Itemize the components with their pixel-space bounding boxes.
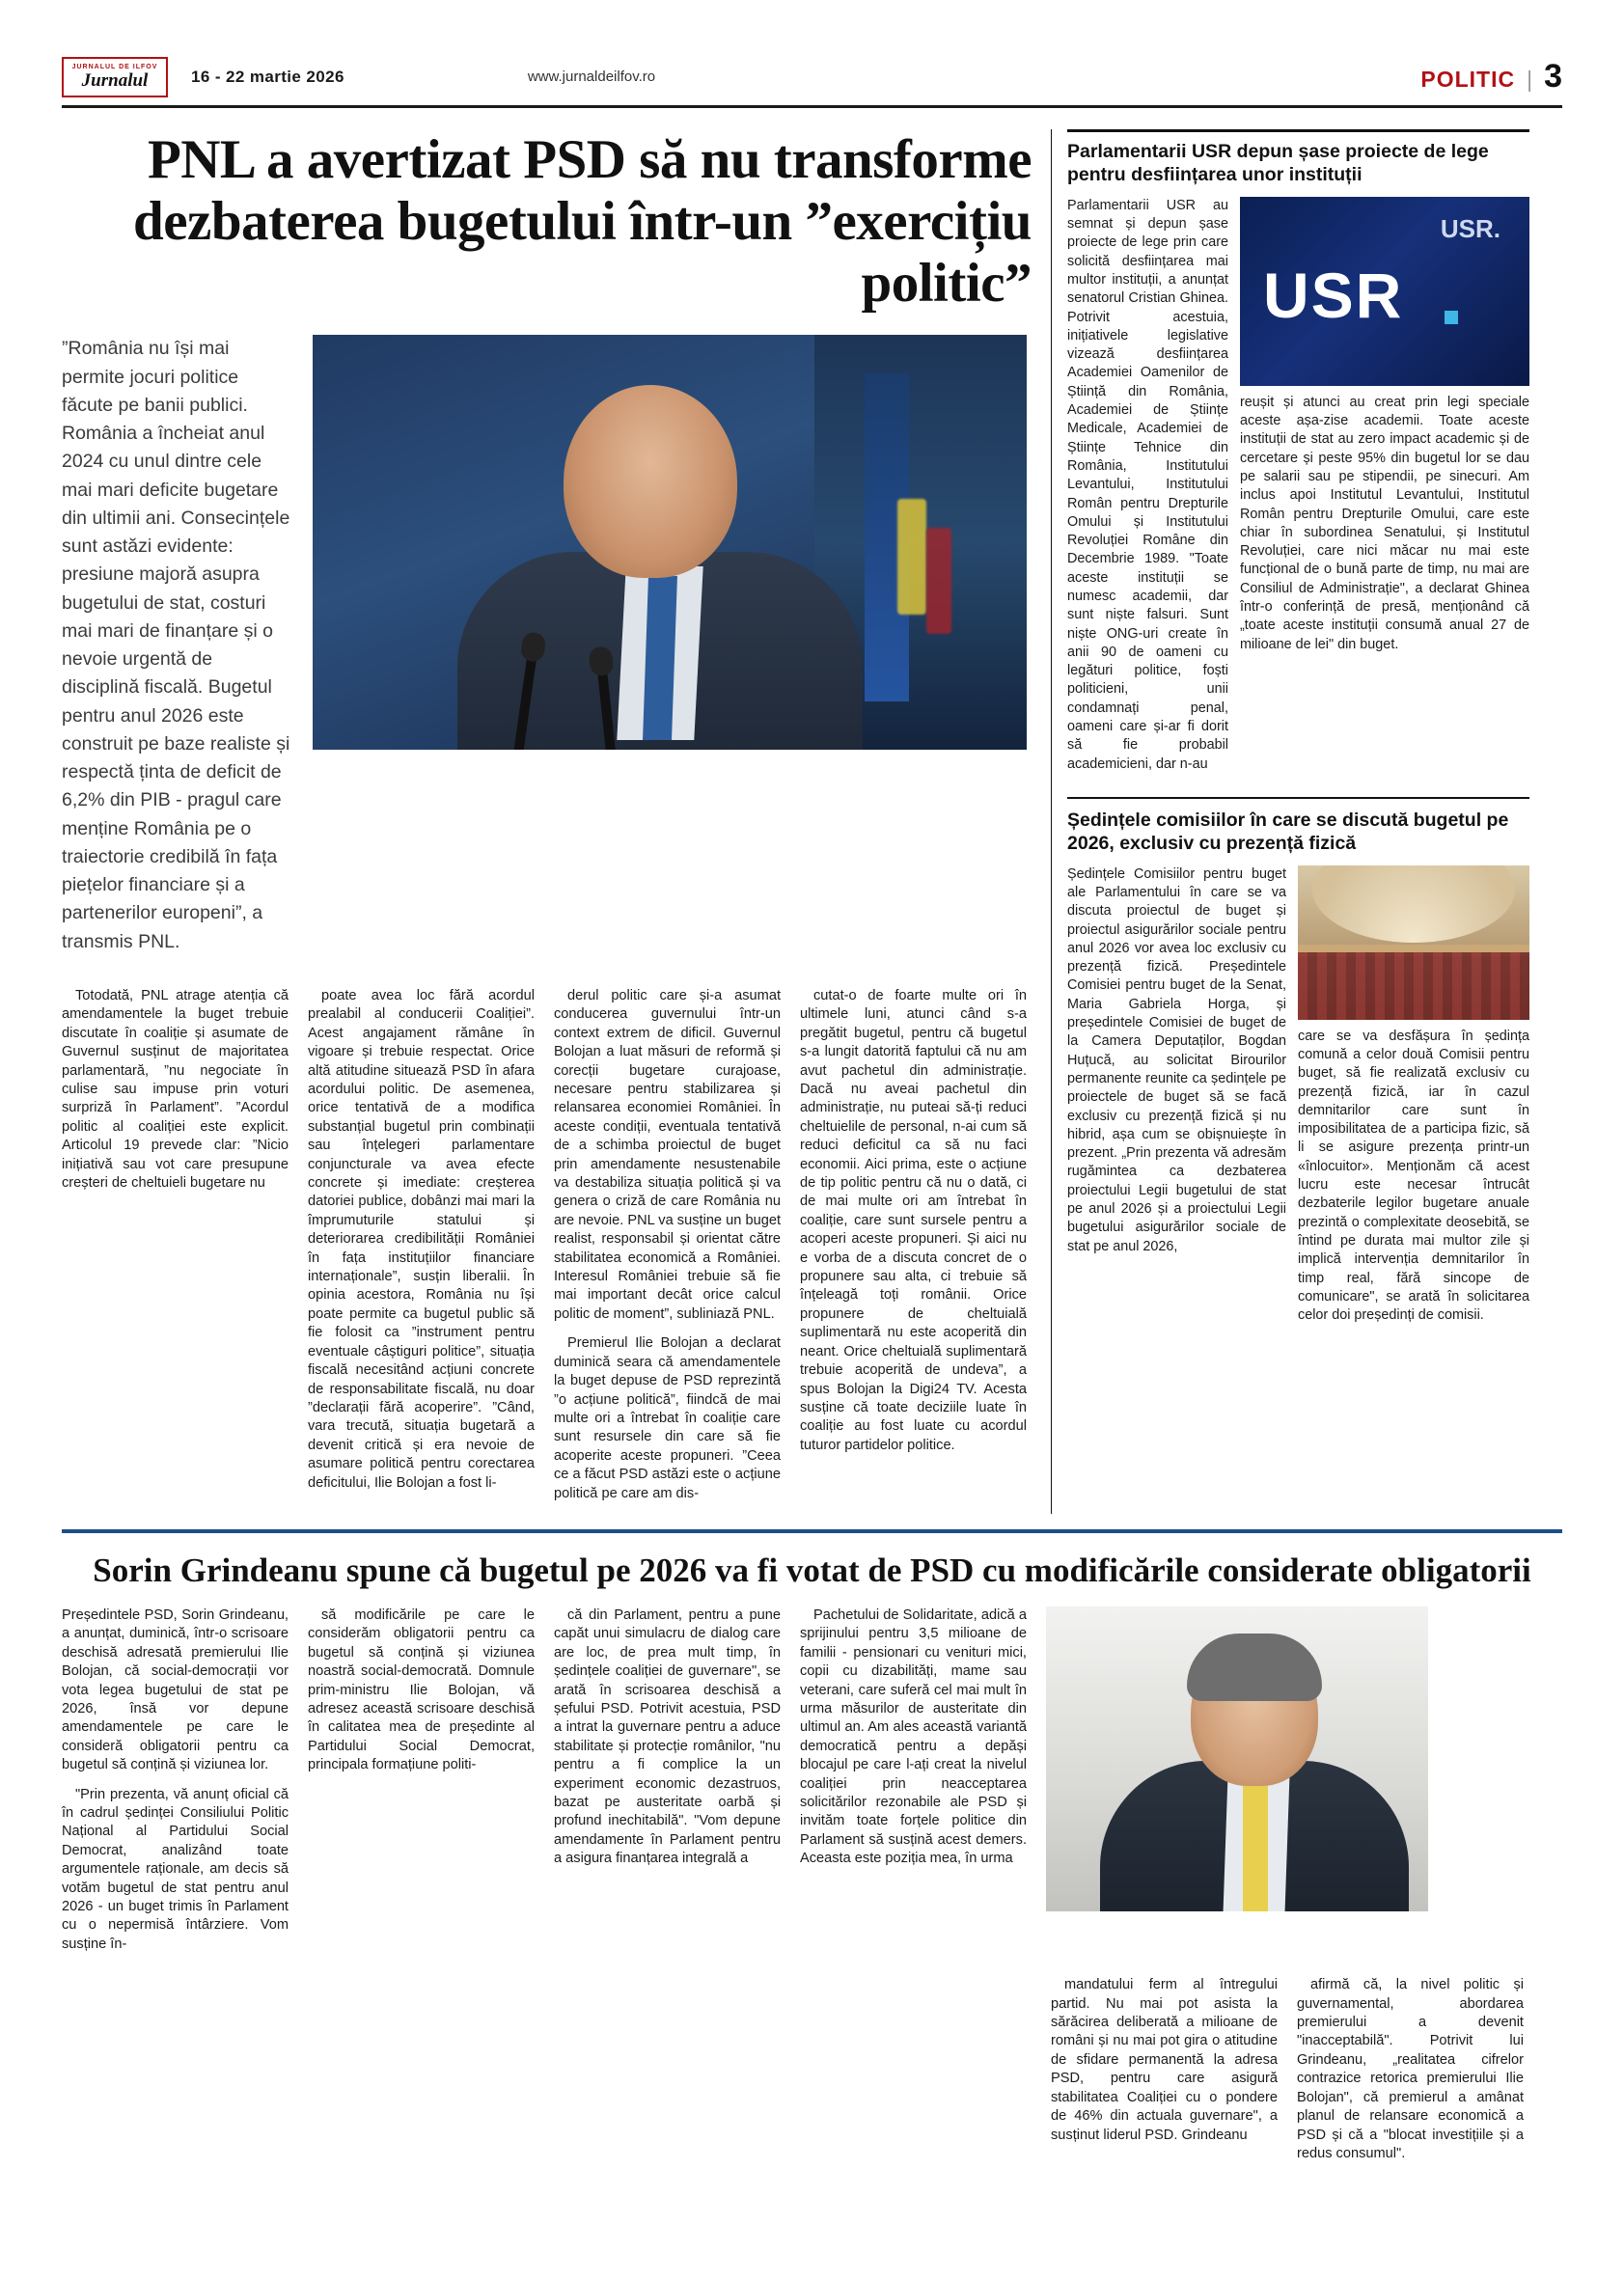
paragraph: reușit și atunci au creat prin legi speciale aceste așa-zise academii. Toate aceste instituții de stat au zero impact academic și de cercetare și peste 95% din bugetul lor se dau pe salarii sau pe stipendii, pe sinecuri. Am inclus apoi Institutul Levantului, Institutul Român pentru Drepturile Omului, care este chiar în subordinea Senatului, și Institutul Revoluției, care nici măcar nu mai este funcțional de o bună parte de timp, nu mai are Consiliul de Administrație", a declarat Ghinea într-o conferință de presă, menționând că „toate aceste instituții consumă anual 27 de milioane de lei" din buget. [1240,394,1529,652]
paragraph: mandatului ferm al întregului partid. Nu mai pot asista la sărăcirea deliberată a milioane de români și nu mai pot gira o atitudine de sfidare permanentă la adresa PSD, pentru care asigură stabilitatea Coaliției cu o pondere de 46% din actuala guvernare", a susținut liderul PSD. Grindeanu [1051,1977,1278,2143]
section-label: POLITIC [1420,67,1516,92]
bottom-lower-column-1 [1051,1976,1278,2174]
paragraph: poate avea loc fără acordul prealabil al conducerii Coaliției”. Acest angajament rămâne în vigoare și trebuie respectat. Orice altă atitudine situează PSD în afara acordului politic. De asemenea, orice tentativă de a modifica substanțial bugetul prin combinații sau înțelegeri parlamentare conjuncturale va avea efecte concrete și imediate: creșterea datoriei publice, dobânzi mai mari la împrumuturile statului și deteriorarea credibilității României în fața instituțiilor financiare internaționale”, susțin liberalii. În opinia acestora, România nu își poate permite ca bugetul public să fie folosit ca ”instrument pentru eventuale câștiguri politice”, situația fiscală necesitând acțiuni concrete de responsabilitate fiscală, nu doar ”declarații fără acoperire”. ”Când, vara trecută, situația bugetară a devenit critică și era nevoie de asumare politică pentru corectarea deficitului, Ilie Bolojan a fost li- [308,987,535,1491]
usr-accent-dot [1445,311,1458,324]
paragraph: Președintele PSD, Sorin Grindeanu, a anunțat, duminică, într-o scrisoare deschisă adresată premierului Ilie Bolojan, că social-democrații vor vota legea bugetului de stat pe 2026, însă vor depune amendamentele pe care le consideră obligatorii pentru ca bugetul să conțină și viziunea lor. [62,1606,289,1773]
issue-date: 16 - 22 martie 2026 [191,67,344,86]
masthead-separator: | [1527,67,1533,92]
main-article-columns [62,987,1032,1514]
paragraph: Ședințele Comisiilor pentru buget ale Parlamentului în care se va discuta proiectul de buget și proiectul asigurărilor sociale pentru anul 2026 vor avea loc exclusiv cu prezență fizică. Președintele Comisiei pentru buget de la Senat, Maria Gabriela Horga, și președintele Comisiei de buget de la Camera Deputaților, Bogdan Huțucă, au solicitat Birourilor permanente reunite ca ședințele pe proiectele de buget să se facă exclusiv cu prezență fizică și nu hibrid, așa cum se obișnuiește în prezent. „Prin prezenta vă adresăm rugămintea ca dezbaterea proiectului Legii bugetului de stat pe anul 2026 și a proiectului Legii bugetului asigurărilor sociale de stat pe anul 2026, [1067,865,1286,1254]
sidebar-article-1-body [1067,197,1529,783]
sidebar-articles [1051,129,1529,1514]
rail-divider [1067,129,1529,132]
paragraph: că din Parlament, pentru a pune capăt unui simulacru de dialog care are loc, de prea mult timp, în ședințele coaliției de guvernare", se arată în scrisoarea deschisă a șefului PSD. Potrivit acestuia, PSD a intrat la guvernare pentru a aduce stabilitate și protecție românilor, "nu pentru a fi complice la un experiment economic dezastruos, bazat pe austeritate oarbă și profund inechitabilă". "Vom depune amendamente în Parlament pentru a asigura finanțarea integrală a [554,1606,781,1867]
article-column-4 [800,987,1027,1514]
sorin-grindeanu-photo [1046,1606,1428,1911]
paragraph: să modificările pe care le considerăm obligatorii pentru ca bugetul să conțină și viziunea noastră social-democrată. Domnule prim-ministru Ilie Bolojan, vă adresez această scrisoare deschisă în calitatea mea de președinte al Partidului Social Democrat, principala formațiune politi- [308,1606,535,1773]
bottom-article [62,1529,1562,2174]
paragraph: afirmă că, la nivel politic și guvernamental, abordarea premierului a devenit "inacceptabilă". Potrivit lui Grindeanu, „realitatea cifrelor contrazice retorica premierului Ilie Bolojan", că premierul a amânat planul de relansare economică a PSD și că a "blocat investițiile și a redus consumul". [1297,1977,1524,2161]
bottom-lower-column-2 [1297,1976,1524,2174]
flag-red [926,528,951,634]
sidebar-article-2-col-left [1067,865,1286,1335]
bottom-column-4 [800,1606,1027,1964]
sidebar-article-1-title: Parlamentarii USR depun șase proiecte de lege pentru desființarea unor instituții [1067,141,1489,186]
subject-tie [1243,1786,1268,1911]
sidebar-article-1-col-right [1240,197,1529,783]
bottom-column-1 [62,1606,289,1964]
masthead [62,54,1562,108]
paragraph: Totodată, PNL atrage atenția că amendamentele la buget trebuie discutate în coaliție și asumate de Guvernul susținut de majoritatea parlamentară, ”nu negociate în culise sau impuse prin voturi surpriză în Parlament”. ”Acordul politic al coaliției este explicit. Articolul 19 prevede clar: ”Nicio inițiativă sau vot care presupune creșteri de cheltuieli bugetare nu [62,987,289,1192]
article-column-3 [554,987,781,1514]
sidebar-article-1-continued [1240,394,1529,654]
rail-divider-2 [1067,797,1529,799]
paragraph: cutat-o de foarte multe ori în ultimele luni, atunci când s-a pregătit bugetul, pentru că bugetul s-a lungit datorită faptului că nu am avut pachetul din administrație. Dacă nu aveai pachetul din administrație, nu puteai să-ți reduci cheltuielile de personal, n-ai cum să reduci deficitul ca să nu faci economii. Aici prima, este o acțiune de tip politic pentru că nu o dată, ci de mai multe ori am întrebat în coaliție, care sunt sursele pentru a acoperi aceste propuneri. Și aici nu e vorba de a discuta concret de o propunere sau alta, ci trebuie să înțeleagă toți românii. Orice propunere de cheltuială suplimentară nu este acoperită din neant. Orice cheltuială suplimentară trebuie acoperită de undeva”, a spus Bolojan la Digi24 TV. Acesta susține că toate deciziile luate în coaliție au fost luate cu acordul tuturor partidelor politice. [800,987,1027,1453]
logo-tagline: JURNALUL DE ILFOV [71,63,158,70]
main-headline: PNL a avertizat PSD să nu transforme dezbaterea bugetului într-un ”exercițiu politic” [133,129,1032,314]
page-body [62,129,1562,1514]
main-article [62,129,1032,1514]
website-url: www.jurnaldeilfov.ro [527,69,656,85]
hall-dome [1312,865,1515,943]
subject-tie [643,576,677,740]
bottom-column-3 [554,1606,781,1964]
masthead-right [1420,58,1562,96]
flag-yellow [897,499,926,615]
main-photo [313,335,1027,750]
usr-logo-photo [1240,197,1529,386]
paragraph: Pachetului de Solidaritate, adică a sprijinului pentru 3,5 milioane de familii - pensionari cu venituri mici, copii cu dizabilități, mame sau veterani, care suferă cel mai mult în urma măsurilor de austeritate din ultimul an. Am ales această variantă democratică pentru a depăși blocajul pe care l-ați creat la nivelul coaliției prin neacceptarea solicitărilor rezonabile ale PSD și invităm toate forțele politice din Parlament să susțină acest demers. Aceasta este poziția mea, în urma [800,1606,1027,1867]
bottom-article-lower-columns [62,1976,1562,2174]
paragraph: care se va desfășura în ședința comună a celor două Comisii pentru buget, să fie realizată exclusiv cu prezență fizică, iar în cazul demnitarilor care sunt în imposibilitatea de a participa fizic, să li se asigure prezența printr-un «înlocuitor». Menționăm că acest lucru este necesar întrucât dezbaterile legilor bugetare anuale prezintă o complexitate deosebită, se întind pe durata mai multor zile și implică intervenția demnitarilor în timp real, fără sincope de comunicare", se arată în solicitarea celor doi președinți de comisii. [1298,1028,1529,1324]
sidebar-article-2-col-right [1298,865,1529,1335]
usr-logo-text: USR [1263,259,1404,331]
lead-paragraph-wrap [62,335,293,970]
page-number: 3 [1544,58,1562,95]
article-column-1 [62,987,289,1514]
paragraph: "Prin prezenta, vă anunț oficial că în cadrul ședinței Consiliului Politic Național al Partidului Social Democrat, analizând toate argumentele raționale, am decis să votăm bugetul de stat pentru anul 2026 - un buget trimis în Parlament cu o nepermisă întârziere. Vom susține în- [62,1786,289,1952]
usr-small-label: USR. [1440,213,1500,243]
bottom-headline: Sorin Grindeanu spune că bugetul pe 2026 va fi votat de PSD cu modificările considerate obligatorii [93,1551,1531,1589]
bottom-column-2 [308,1606,535,1964]
newspaper-logo [62,57,168,97]
paragraph: Parlamentarii USR au semnat și depun șase proiecte de lege prin care solicită desființarea mai multor instituții, a anunțat senatorul Cristian Ghinea. Potrivit acestuia, inițiativele legislative vizează desființarea Academiei Oamenilor de Știință din România, Academiei de Științe Medicale, Academiei de Științe Tehnice din România, Institutului Levantului, Institutului Român pentru Drepturile Omului și Institutului Revoluției Române din Decembrie 1989. "Toate aceste instituții se numesc academii, dar sunt niște falsuri. Sunt niște ONG-uri create în anii 90 de oameni cu legături politice, foști politicieni, unii condamnați penal, oameni care și-ar fi dorit să fie probabil academicieni, dar n-au [1067,197,1228,772]
sidebar-article-1-col-left [1067,197,1228,783]
sidebar-article-2-body [1067,865,1529,1335]
bottom-lower-spacer [62,1976,1032,2174]
bottom-article-columns [62,1606,1562,1964]
parliament-hall-photo [1298,865,1529,1020]
lead-block [62,335,1032,970]
sidebar-article-2-continued [1298,1028,1529,1326]
sidebar-article-2-title: Ședințele comisiilor în care se discută bugetul pe 2026, exclusiv cu prezență fizică [1067,809,1509,855]
logo-wordmark: Jurnalul [81,69,149,91]
paragraph: Premierul Ilie Bolojan a declarat duminică seara că amendamentele la buget depuse de PSD reprezintă ”o acțiune politică”, fiindcă de mai multe ori a întrebat în coaliție care sunt resursele din care să fie acoperite aceste propuneri. ”Ceea ce a făcut PSD astăzi este o acțiune politică pe care am dis- [554,1335,781,1501]
article-column-2 [308,987,535,1514]
paragraph: derul politic care și-a asumat conducerea guvernului într-un context extrem de dificil. Guvernul Bolojan a luat măsuri de reformă și corecții bugetare curajoase, necesare pentru stabilizarea și relansarea economiei României. În aceste condiții, eventuala tentativă de a schimba proiectul de buget prin amendamente nesustenabile va destabiliza situația politică și va genera o criză de care România nu are nevoie. PNL va susține un buget realist, responsabil și orientat către stabilitatea economică a României. Interesul României trebuie să fie mai important decât orice calcul politic de moment”, subliniază PNL. [554,987,781,1322]
subject-head [564,385,737,578]
lead-paragraph: ”România nu își mai permite jocuri politice făcute pe banii publici. România a încheiat anul 2024 cu unul dintre cele mai mari deficite bugetare din ultimii ani. Consecințele sunt astăzi evidente: presiune majoră asupra bugetului de stat, costuri mai mari de finanțare și o nevoie urgentă de disciplină fiscală. Bugetul pentru anul 2026 este construit pe baze realiste și respectă ținta de deficit de 6,2% din PIB - pragul care menține România pe o traiectorie credibilă în fața piețelor financiare și a partenerilor europeni”, a transmis PNL. [62,338,290,952]
hall-seats [1298,952,1529,1020]
